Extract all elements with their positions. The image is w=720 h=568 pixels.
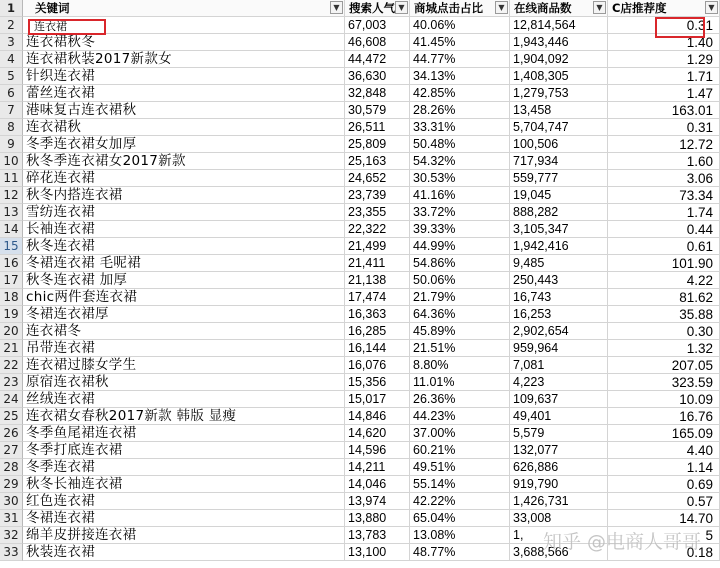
online-items-cell[interactable]: 1,942,416	[510, 238, 608, 255]
mall-click-ratio-cell[interactable]: 40.06%	[410, 17, 510, 34]
keyword-cell[interactable]: 丝绒连衣裙	[23, 391, 345, 408]
c-store-recommend-cell[interactable]: 1.74	[608, 204, 720, 221]
table-row[interactable]	[0, 68, 720, 85]
search-popularity-cell[interactable]: 21,499	[345, 238, 410, 255]
search-popularity-cell[interactable]: 25,163	[345, 153, 410, 170]
online-items-cell[interactable]: 559,777	[510, 170, 608, 187]
c-store-recommend-cell[interactable]: 1.60	[608, 153, 720, 170]
keyword-cell[interactable]: 冬裙连衣裙	[23, 510, 345, 527]
c-store-recommend-cell[interactable]: 73.34	[608, 187, 720, 204]
header-mall-click-ratio[interactable]	[410, 0, 510, 17]
keyword-cell[interactable]: 秋冬连衣裙 加厚	[23, 272, 345, 289]
c-store-recommend-cell[interactable]: 165.09	[608, 425, 720, 442]
row-number[interactable]: 31	[0, 510, 23, 527]
c-store-recommend-cell[interactable]: 0.30	[608, 323, 720, 340]
mall-click-ratio-cell[interactable]: 11.01%	[410, 374, 510, 391]
online-items-cell[interactable]: 5,704,747	[510, 119, 608, 136]
online-items-cell[interactable]: 250,443	[510, 272, 608, 289]
online-items-cell[interactable]: 5,579	[510, 425, 608, 442]
online-items-cell[interactable]: 7,081	[510, 357, 608, 374]
search-popularity-cell[interactable]: 46,608	[345, 34, 410, 51]
c-store-recommend-cell[interactable]: 101.90	[608, 255, 720, 272]
table-row[interactable]	[0, 136, 720, 153]
search-popularity-cell[interactable]: 36,630	[345, 68, 410, 85]
online-items-cell[interactable]: 109,637	[510, 391, 608, 408]
search-popularity-cell[interactable]: 44,472	[345, 51, 410, 68]
mall-click-ratio-cell[interactable]: 21.51%	[410, 340, 510, 357]
c-store-recommend-cell[interactable]: 1.14	[608, 459, 720, 476]
keyword-cell[interactable]: 冬季连衣裙	[23, 459, 345, 476]
table-row[interactable]	[0, 391, 720, 408]
online-items-cell[interactable]: 100,506	[510, 136, 608, 153]
keyword-cell[interactable]: 冬裙连衣裙 毛呢裙	[23, 255, 345, 272]
table-row[interactable]	[0, 459, 720, 476]
c-store-recommend-cell[interactable]: 1.47	[608, 85, 720, 102]
search-popularity-cell[interactable]: 23,739	[345, 187, 410, 204]
row-number[interactable]: 1	[0, 0, 23, 17]
online-items-cell[interactable]: 13,458	[510, 102, 608, 119]
c-store-recommend-cell[interactable]: 0.61	[608, 238, 720, 255]
online-items-cell[interactable]: 49,401	[510, 408, 608, 425]
filter-dropdown-icon[interactable]: ▼	[593, 1, 606, 14]
online-items-cell[interactable]: 959,964	[510, 340, 608, 357]
header-online-items[interactable]	[510, 0, 608, 17]
keyword-cell[interactable]: 连衣裙冬	[23, 323, 345, 340]
online-items-cell[interactable]: 1,904,092	[510, 51, 608, 68]
search-popularity-cell[interactable]: 13,880	[345, 510, 410, 527]
mall-click-ratio-cell[interactable]: 41.16%	[410, 187, 510, 204]
mall-click-ratio-cell[interactable]: 34.13%	[410, 68, 510, 85]
search-popularity-cell[interactable]: 15,017	[345, 391, 410, 408]
search-popularity-cell[interactable]: 21,138	[345, 272, 410, 289]
row-number[interactable]: 10	[0, 153, 23, 170]
mall-click-ratio-cell[interactable]: 28.26%	[410, 102, 510, 119]
row-number[interactable]: 30	[0, 493, 23, 510]
c-store-recommend-cell[interactable]: 207.05	[608, 357, 720, 374]
search-popularity-cell[interactable]: 14,046	[345, 476, 410, 493]
header-search-popularity-label: 搜索人气	[349, 1, 395, 15]
search-popularity-cell[interactable]: 21,411	[345, 255, 410, 272]
row-number[interactable]: 6	[0, 85, 23, 102]
mall-click-ratio-cell[interactable]: 60.21%	[410, 442, 510, 459]
c-store-recommend-cell[interactable]: 0.18	[608, 544, 720, 561]
row-number[interactable]: 2	[0, 17, 23, 34]
table-row[interactable]	[0, 17, 720, 34]
online-items-cell[interactable]: 717,934	[510, 153, 608, 170]
row-number[interactable]: 7	[0, 102, 23, 119]
header-c-store-recommend-label: C店推荐度	[612, 1, 667, 15]
zhihu-watermark: 知乎 @电商人哥哥	[543, 531, 702, 553]
row-number[interactable]: 12	[0, 187, 23, 204]
c-store-recommend-cell[interactable]: 1.29	[608, 51, 720, 68]
row-number[interactable]: 15	[0, 238, 23, 255]
table-row[interactable]	[0, 238, 720, 255]
row-number[interactable]: 3	[0, 34, 23, 51]
mall-click-ratio-cell[interactable]: 55.14%	[410, 476, 510, 493]
table-row[interactable]	[0, 425, 720, 442]
row-number[interactable]: 29	[0, 476, 23, 493]
row-number[interactable]: 8	[0, 119, 23, 136]
c-store-recommend-cell[interactable]: 3.06	[608, 170, 720, 187]
online-items-cell[interactable]: 2,902,654	[510, 323, 608, 340]
online-items-cell[interactable]: 1,	[510, 527, 608, 544]
row-number[interactable]: 14	[0, 221, 23, 238]
highlight-box-keyword	[28, 19, 106, 35]
online-items-cell[interactable]: 1,279,753	[510, 85, 608, 102]
search-popularity-cell[interactable]: 26,511	[345, 119, 410, 136]
table-row[interactable]	[0, 170, 720, 187]
online-items-cell[interactable]: 1,943,446	[510, 34, 608, 51]
keyword-cell[interactable]: 港味复古连衣裙秋	[23, 102, 345, 119]
online-items-cell[interactable]: 626,886	[510, 459, 608, 476]
mall-click-ratio-cell[interactable]: 54.86%	[410, 255, 510, 272]
online-items-cell[interactable]: 3,688,566	[510, 544, 608, 561]
mall-click-ratio-cell[interactable]: 26.36%	[410, 391, 510, 408]
c-store-recommend-cell[interactable]: 35.88	[608, 306, 720, 323]
online-items-cell[interactable]: 9,485	[510, 255, 608, 272]
table-row[interactable]	[0, 255, 720, 272]
filter-dropdown-icon[interactable]: ▼	[395, 1, 408, 14]
online-items-cell[interactable]: 16,253	[510, 306, 608, 323]
header-keyword-label: 关键词	[35, 1, 70, 15]
online-items-cell[interactable]: 19,045	[510, 187, 608, 204]
filter-dropdown-icon[interactable]: ▼	[705, 1, 718, 14]
row-number[interactable]: 9	[0, 136, 23, 153]
search-popularity-cell[interactable]: 14,620	[345, 425, 410, 442]
table-row[interactable]	[0, 187, 720, 204]
mall-click-ratio-cell[interactable]: 37.00%	[410, 425, 510, 442]
mall-click-ratio-cell[interactable]: 50.06%	[410, 272, 510, 289]
search-popularity-cell[interactable]: 14,846	[345, 408, 410, 425]
row-number[interactable]: 5	[0, 68, 23, 85]
online-items-cell[interactable]: 888,282	[510, 204, 608, 221]
table-row[interactable]	[0, 408, 720, 425]
highlighted-keyword: 连衣裙	[34, 20, 67, 33]
row-number[interactable]: 25	[0, 408, 23, 425]
keyword-cell[interactable]: 连衣裙秋装2017新款女	[23, 51, 345, 68]
search-popularity-cell[interactable]: 30,579	[345, 102, 410, 119]
c-store-recommend-cell[interactable]: 16.76	[608, 408, 720, 425]
keyword-cell[interactable]: 秋冬季连衣裙女2017新款	[23, 153, 345, 170]
c-store-recommend-cell[interactable]: 323.59	[608, 374, 720, 391]
mall-click-ratio-cell[interactable]: 44.23%	[410, 408, 510, 425]
c-store-recommend-cell[interactable]: 10.09	[608, 391, 720, 408]
keyword-cell[interactable]: 秋装连衣裙	[23, 544, 345, 561]
search-popularity-cell[interactable]: 24,652	[345, 170, 410, 187]
search-popularity-cell[interactable]: 13,100	[345, 544, 410, 561]
keyword-cell[interactable]: 冬季连衣裙女加厚	[23, 136, 345, 153]
search-popularity-cell[interactable]: 16,144	[345, 340, 410, 357]
table-row[interactable]	[0, 272, 720, 289]
c-store-recommend-cell[interactable]: 1.71	[608, 68, 720, 85]
mall-click-ratio-cell[interactable]: 64.36%	[410, 306, 510, 323]
keyword-cell[interactable]: 秋冬内搭连衣裙	[23, 187, 345, 204]
keyword-cell[interactable]: 原宿连衣裙秋	[23, 374, 345, 391]
table-row[interactable]	[0, 357, 720, 374]
table-row[interactable]	[0, 34, 720, 51]
online-items-cell[interactable]: 919,790	[510, 476, 608, 493]
mall-click-ratio-cell[interactable]: 49.51%	[410, 459, 510, 476]
table-row[interactable]	[0, 102, 720, 119]
keyword-cell[interactable]: 连衣裙秋冬	[23, 34, 345, 51]
search-popularity-cell[interactable]: 16,285	[345, 323, 410, 340]
mall-click-ratio-cell[interactable]: 39.33%	[410, 221, 510, 238]
c-store-recommend-cell[interactable]: 4.40	[608, 442, 720, 459]
online-items-cell[interactable]: 33,008	[510, 510, 608, 527]
online-items-cell[interactable]: 4,223	[510, 374, 608, 391]
keyword-cell[interactable]: 绵羊皮拼接连衣裙	[23, 527, 345, 544]
table-row[interactable]	[0, 119, 720, 136]
mall-click-ratio-cell[interactable]: 42.22%	[410, 493, 510, 510]
keyword-cell[interactable]: 连衣裙女春秋2017新款 韩版 显瘦	[23, 408, 345, 425]
mall-click-ratio-cell[interactable]: 44.99%	[410, 238, 510, 255]
keyword-cell[interactable]: 吊带连衣裙	[23, 340, 345, 357]
c-store-recommend-cell[interactable]: 163.01	[608, 102, 720, 119]
search-popularity-cell[interactable]: 16,363	[345, 306, 410, 323]
mall-click-ratio-cell[interactable]: 33.31%	[410, 119, 510, 136]
row-number[interactable]: 18	[0, 289, 23, 306]
table-row[interactable]	[0, 510, 720, 527]
c-store-recommend-cell[interactable]: 1.32	[608, 340, 720, 357]
c-store-recommend-cell[interactable]: 0.69	[608, 476, 720, 493]
online-items-cell[interactable]: 16,743	[510, 289, 608, 306]
keyword-cell[interactable]: 蕾丝连衣裙	[23, 85, 345, 102]
keyword-cell[interactable]: 冬季鱼尾裙连衣裙	[23, 425, 345, 442]
mall-click-ratio-cell[interactable]: 13.08%	[410, 527, 510, 544]
online-items-cell[interactable]: 1,426,731	[510, 493, 608, 510]
row-number[interactable]: 26	[0, 425, 23, 442]
c-store-recommend-cell[interactable]: 81.62	[608, 289, 720, 306]
c-store-recommend-cell[interactable]: 4.22	[608, 272, 720, 289]
mall-click-ratio-cell[interactable]: 50.48%	[410, 136, 510, 153]
keyword-cell[interactable]: chic两件套连衣裙	[23, 289, 345, 306]
keyword-cell[interactable]: 冬裙连衣裙厚	[23, 306, 345, 323]
row-number[interactable]: 28	[0, 459, 23, 476]
row-number[interactable]: 24	[0, 391, 23, 408]
online-items-cell[interactable]: 132,077	[510, 442, 608, 459]
search-popularity-cell[interactable]: 16,076	[345, 357, 410, 374]
search-popularity-cell[interactable]: 67,003	[345, 17, 410, 34]
search-popularity-cell[interactable]: 13,974	[345, 493, 410, 510]
table-row[interactable]	[0, 374, 720, 391]
row-number[interactable]: 21	[0, 340, 23, 357]
filter-dropdown-icon[interactable]: ▼	[330, 1, 343, 14]
mall-click-ratio-cell[interactable]: 21.79%	[410, 289, 510, 306]
mall-click-ratio-cell[interactable]: 8.80%	[410, 357, 510, 374]
search-popularity-cell[interactable]: 15,356	[345, 374, 410, 391]
keyword-cell[interactable]: 连衣裙秋	[23, 119, 345, 136]
keyword-cell[interactable]: 长袖连衣裙	[23, 221, 345, 238]
table-row[interactable]	[0, 85, 720, 102]
c-store-recommend-cell[interactable]: 12.72	[608, 136, 720, 153]
c-store-recommend-cell[interactable]: 0.57	[608, 493, 720, 510]
row-number[interactable]: 22	[0, 357, 23, 374]
table-row[interactable]	[0, 289, 720, 306]
mall-click-ratio-cell[interactable]: 30.53%	[410, 170, 510, 187]
row-number[interactable]: 33	[0, 544, 23, 561]
table-row[interactable]	[0, 153, 720, 170]
mall-click-ratio-cell[interactable]: 41.45%	[410, 34, 510, 51]
keyword-cell[interactable]: 秋冬连衣裙	[23, 238, 345, 255]
table-row[interactable]	[0, 340, 720, 357]
search-popularity-cell[interactable]: 32,848	[345, 85, 410, 102]
mall-click-ratio-cell[interactable]: 65.04%	[410, 510, 510, 527]
search-popularity-cell[interactable]: 22,322	[345, 221, 410, 238]
header-row	[0, 0, 720, 17]
row-number[interactable]: 27	[0, 442, 23, 459]
search-popularity-cell[interactable]: 17,474	[345, 289, 410, 306]
search-popularity-cell[interactable]: 23,355	[345, 204, 410, 221]
row-number[interactable]: 20	[0, 323, 23, 340]
keyword-cell[interactable]: 冬季打底连衣裙	[23, 442, 345, 459]
row-number[interactable]: 23	[0, 374, 23, 391]
c-store-recommend-cell[interactable]: 0.31	[608, 17, 720, 34]
keyword-cell[interactable]: 连衣裙过膝女学生	[23, 357, 345, 374]
table-row[interactable]	[0, 221, 720, 238]
table-row[interactable]	[0, 323, 720, 340]
search-popularity-cell[interactable]: 14,211	[345, 459, 410, 476]
mall-click-ratio-cell[interactable]: 44.77%	[410, 51, 510, 68]
keyword-cell[interactable]: 雪纺连衣裙	[23, 204, 345, 221]
row-number[interactable]: 32	[0, 527, 23, 544]
online-items-cell[interactable]: 3,105,347	[510, 221, 608, 238]
search-popularity-cell[interactable]: 14,596	[345, 442, 410, 459]
mall-click-ratio-cell[interactable]: 54.32%	[410, 153, 510, 170]
search-popularity-cell[interactable]: 25,809	[345, 136, 410, 153]
keyword-cell[interactable]: 针织连衣裙	[23, 68, 345, 85]
table-row[interactable]	[0, 51, 720, 68]
row-number[interactable]: 4	[0, 51, 23, 68]
c-store-recommend-cell[interactable]: 14.70	[608, 510, 720, 527]
online-items-cell[interactable]: 12,814,564	[510, 17, 608, 34]
keyword-cell[interactable]: 红色连衣裙	[23, 493, 345, 510]
row-number[interactable]: 16	[0, 255, 23, 272]
c-store-recommend-cell[interactable]: 1.40	[608, 34, 720, 51]
search-popularity-cell[interactable]: 13,783	[345, 527, 410, 544]
table-row[interactable]	[0, 306, 720, 323]
row-number[interactable]: 13	[0, 204, 23, 221]
table-row[interactable]	[0, 442, 720, 459]
online-items-cell[interactable]: 1,408,305	[510, 68, 608, 85]
filter-dropdown-icon[interactable]: ▼	[495, 1, 508, 14]
row-number[interactable]: 11	[0, 170, 23, 187]
mall-click-ratio-cell[interactable]: 42.85%	[410, 85, 510, 102]
keyword-cell[interactable]: 碎花连衣裙	[23, 170, 345, 187]
row-number[interactable]: 19	[0, 306, 23, 323]
row-number[interactable]: 17	[0, 272, 23, 289]
table-row[interactable]	[0, 204, 720, 221]
mall-click-ratio-cell[interactable]: 45.89%	[410, 323, 510, 340]
header-c-store-recommend[interactable]	[608, 0, 720, 17]
table-row[interactable]	[0, 493, 720, 510]
c-store-recommend-cell[interactable]: 0.31	[608, 119, 720, 136]
header-mall-click-ratio-label: 商城点击占比	[414, 1, 483, 15]
c-store-recommend-cell[interactable]: 5	[608, 527, 720, 544]
mall-click-ratio-cell[interactable]: 33.72%	[410, 204, 510, 221]
keyword-cell[interactable]: 秋冬长袖连衣裙	[23, 476, 345, 493]
highlight-box-recommend	[655, 17, 705, 38]
c-store-recommend-cell[interactable]: 0.44	[608, 221, 720, 238]
table-row[interactable]	[0, 476, 720, 493]
header-online-items-label: 在线商品数	[514, 1, 572, 15]
header-search-popularity[interactable]	[345, 0, 410, 17]
header-keyword[interactable]	[23, 0, 345, 17]
mall-click-ratio-cell[interactable]: 48.77%	[410, 544, 510, 561]
